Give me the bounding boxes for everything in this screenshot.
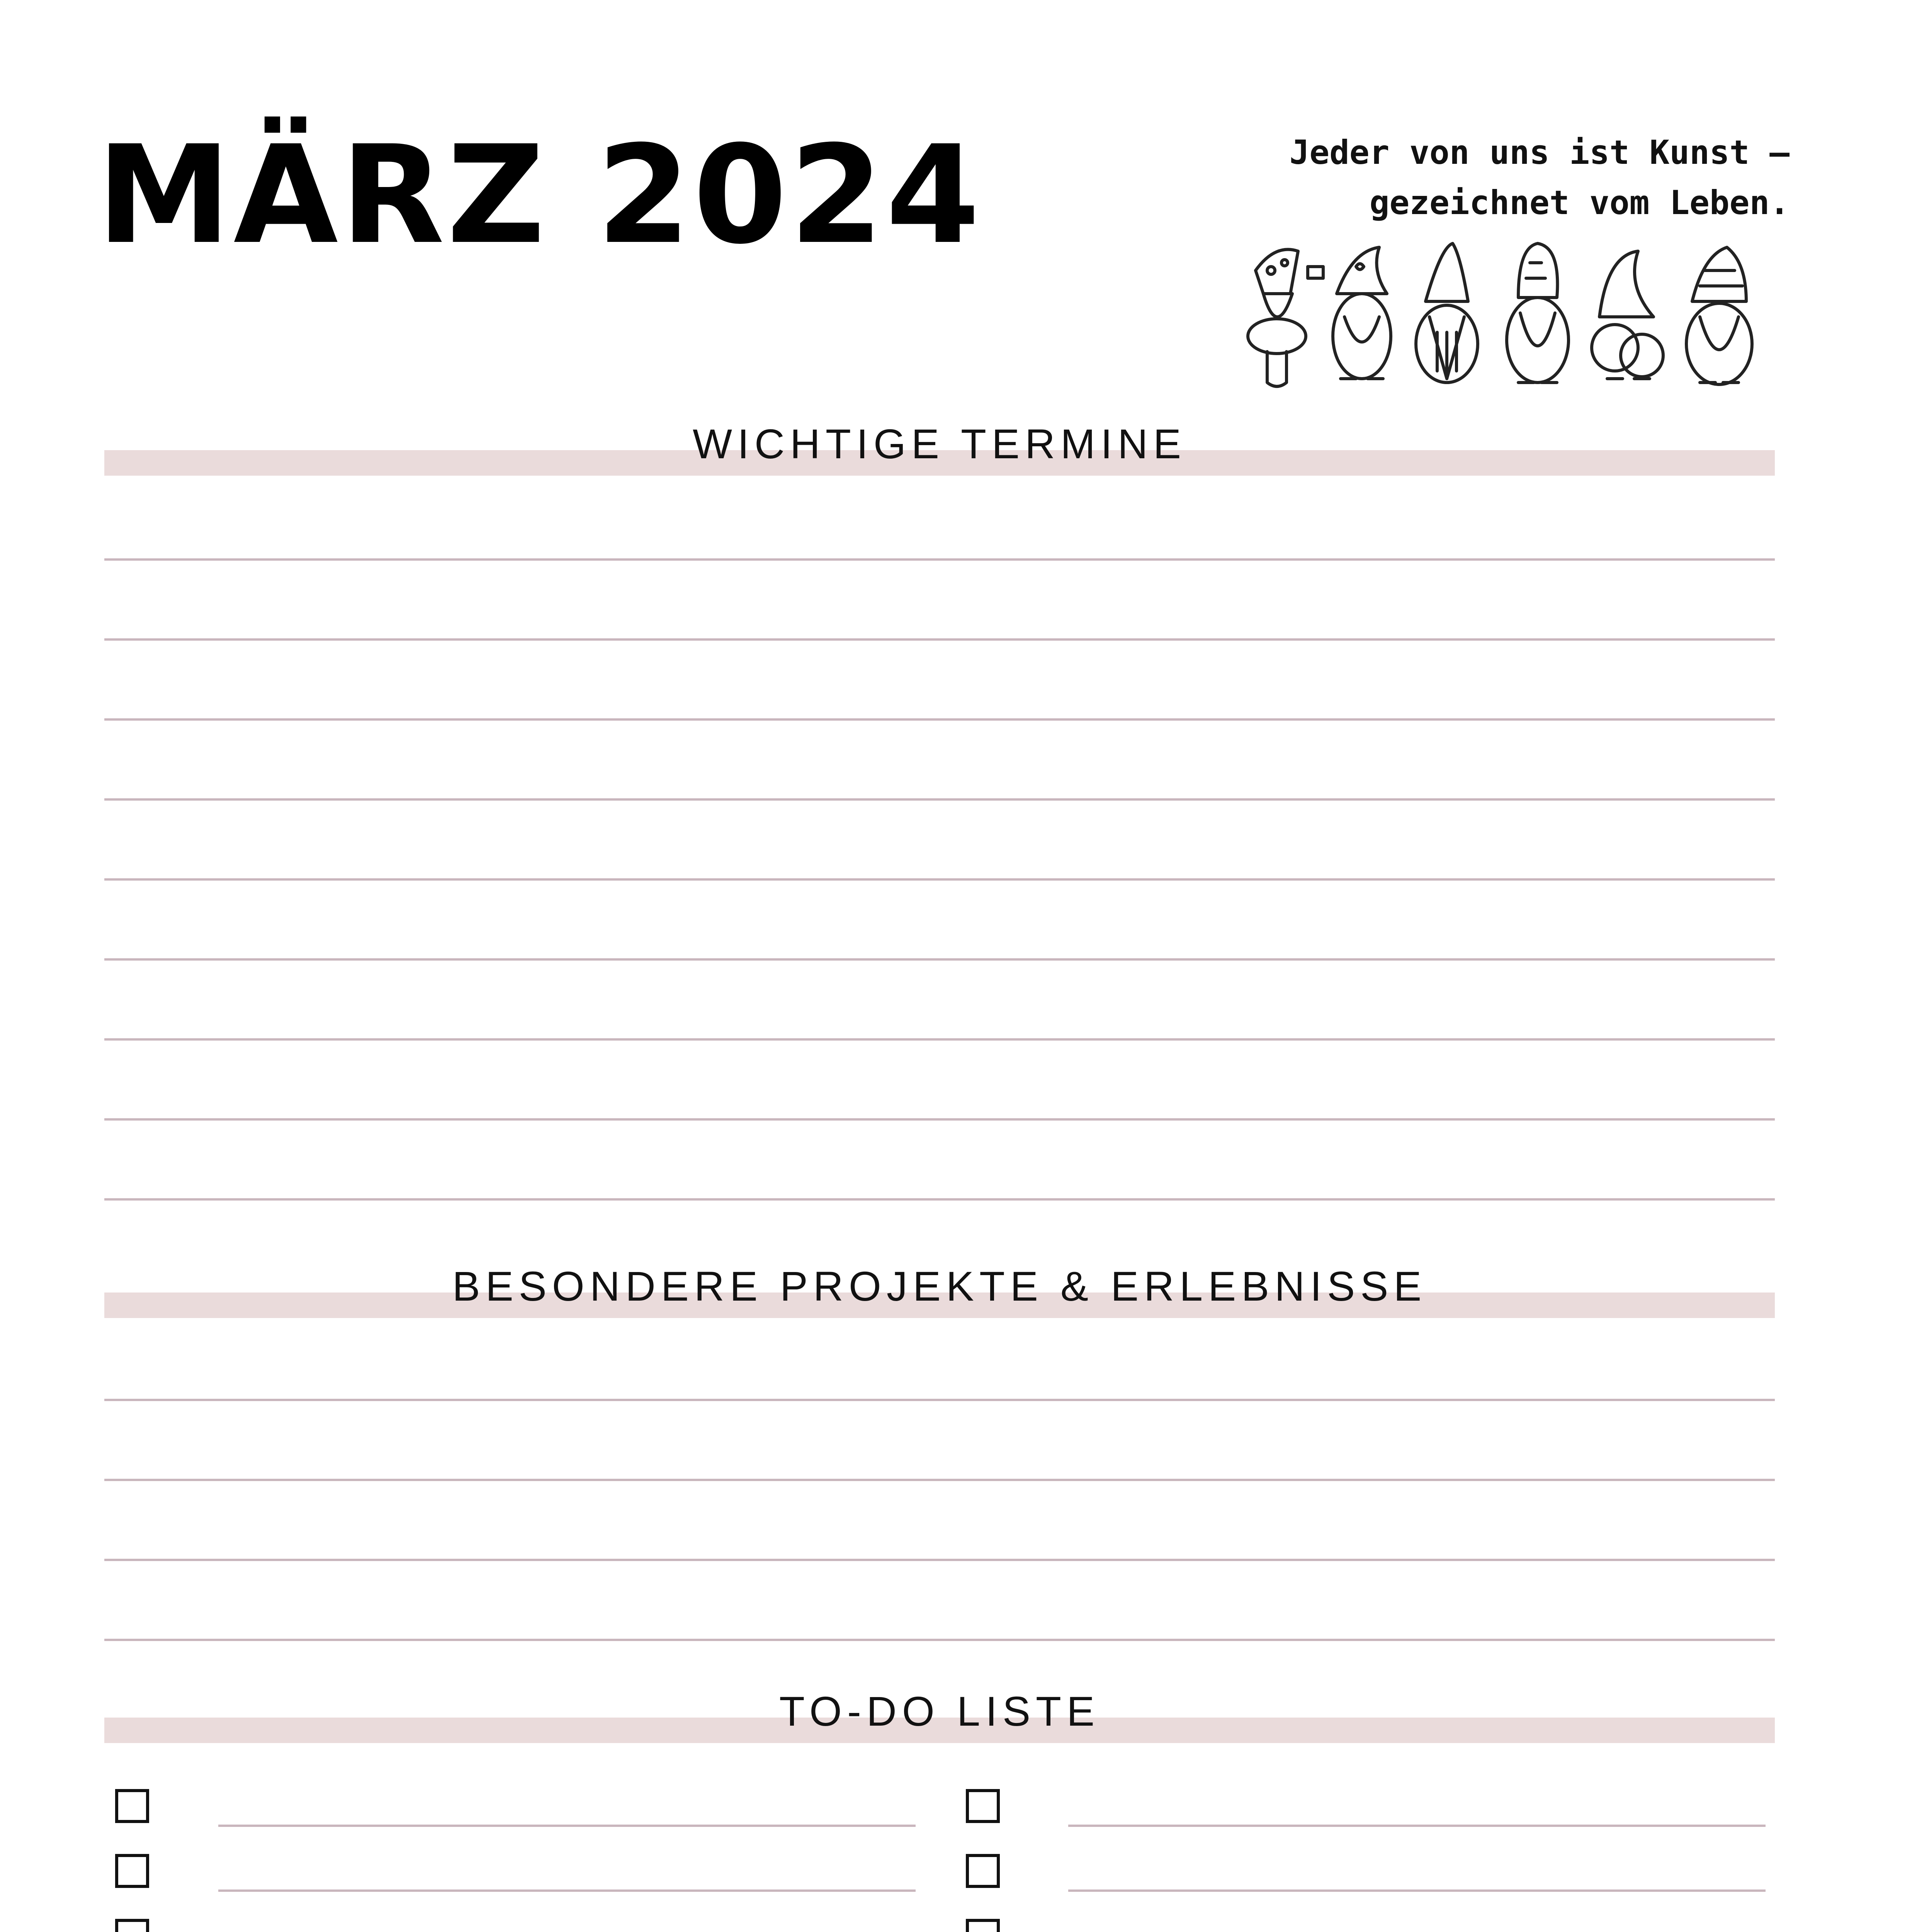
todo-checkbox[interactable] <box>966 1854 1000 1888</box>
todo-line[interactable] <box>218 1889 916 1892</box>
todo-checkbox[interactable] <box>115 1854 149 1888</box>
writing-line <box>104 1559 1775 1561</box>
quote <box>1171 128 1790 228</box>
todo-line[interactable] <box>218 1825 916 1827</box>
writing-line <box>104 1639 1775 1641</box>
todo-checkbox[interactable] <box>115 1789 149 1823</box>
page-title: MÄRZ 2024 <box>97 116 982 274</box>
quote-line-1: Jeder von uns ist Kunst – <box>1289 133 1790 172</box>
section-title-projekte: BESONDERE PROJEKTE & ERLEBNISSE <box>452 1263 1427 1310</box>
writing-line <box>104 1399 1775 1401</box>
writing-line <box>104 798 1775 801</box>
section-title-termine: WICHTIGE TERMINE <box>692 420 1186 467</box>
gnome-icon <box>1416 243 1478 383</box>
gnome-icon <box>1592 251 1663 379</box>
writing-line <box>104 1038 1775 1041</box>
todo-line[interactable] <box>1068 1825 1766 1827</box>
gnome-icon <box>1686 247 1752 384</box>
gnome-icon <box>1248 250 1323 386</box>
writing-line <box>104 1118 1775 1121</box>
writing-line <box>104 1198 1775 1201</box>
writing-line <box>104 878 1775 881</box>
section-title-todo: TO-DO LISTE <box>779 1688 1100 1735</box>
writing-line <box>104 1479 1775 1481</box>
todo-line[interactable] <box>1068 1889 1766 1892</box>
writing-line <box>104 638 1775 641</box>
todo-checkbox[interactable] <box>966 1919 1000 1932</box>
writing-line <box>104 718 1775 721</box>
todo-checkbox[interactable] <box>115 1919 149 1932</box>
gnome-illustration <box>1240 240 1804 394</box>
gnome-icon <box>1333 247 1391 379</box>
todo-checkbox[interactable] <box>966 1789 1000 1823</box>
quote-line-2: gezeichnet vom Leben. <box>1369 184 1790 222</box>
gnome-icon <box>1507 243 1569 383</box>
writing-line <box>104 958 1775 961</box>
writing-line <box>104 558 1775 561</box>
